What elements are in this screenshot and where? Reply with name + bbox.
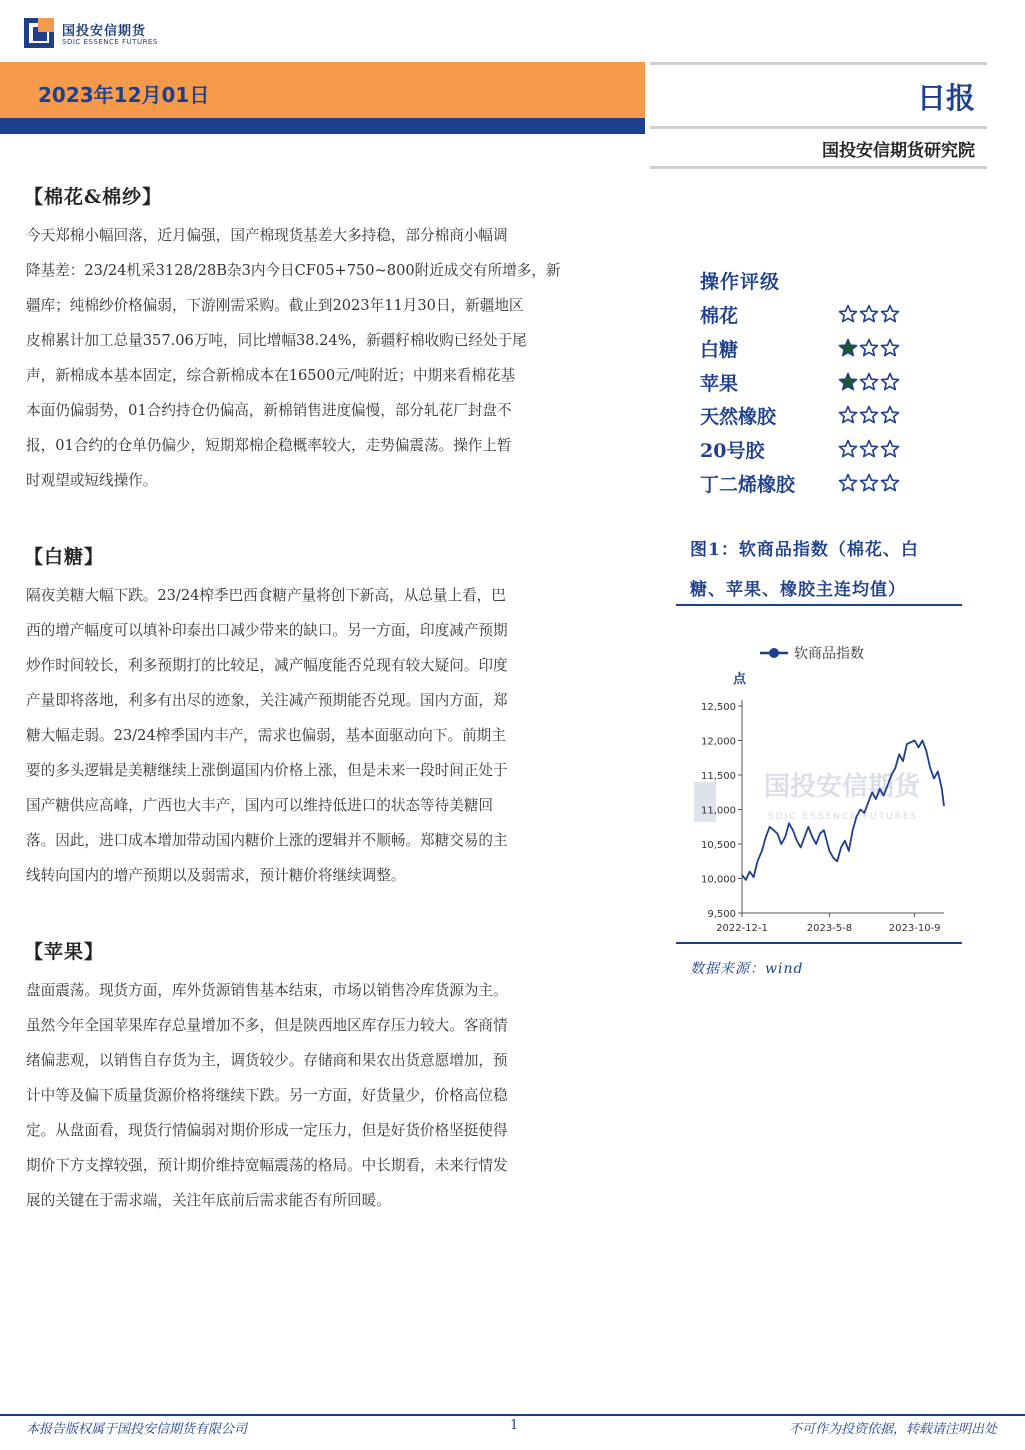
star-outline-icon xyxy=(859,338,879,358)
y-tick-label: 10,000 xyxy=(701,874,736,886)
y-tick-label: 11,000 xyxy=(701,805,736,817)
y-tick-label: 11,500 xyxy=(701,771,736,782)
star-outline-icon xyxy=(859,405,879,425)
section-title-apple: 【苹果】 xyxy=(24,941,105,963)
star-filled-icon xyxy=(838,372,858,392)
text-line: 皮棉累计加工总量357.06万吨，同比增幅38.24%，新疆籽棉收购已经处于尾 xyxy=(26,332,527,349)
institute-name: 国投安信期货研究院 xyxy=(822,141,975,161)
rating-row xyxy=(700,301,920,327)
rating-name: 苹果 xyxy=(700,372,739,395)
rating-name: 20号胶 xyxy=(700,440,765,463)
rating-name: 丁二烯橡胶 xyxy=(700,474,796,496)
star-outline-icon xyxy=(859,304,879,324)
rating-stars xyxy=(838,372,900,392)
text-line: 定。从盘面看，现货行情偏弱对期价形成一定压力，但是好货价格坚挺使得 xyxy=(26,1122,508,1139)
rating-title: 操作评级 xyxy=(700,271,781,293)
section-title-cotton: 【棉花&棉纱】 xyxy=(24,186,163,208)
star-outline-icon xyxy=(859,473,879,493)
rating-row xyxy=(700,436,920,462)
header-rule-top xyxy=(650,62,987,65)
star-outline-icon xyxy=(838,473,858,493)
star-outline-icon xyxy=(880,372,900,392)
text-line: 要的多头逻辑是美糖继续上涨倒逼国内价格上涨，但是未来一段时间正处于 xyxy=(26,762,508,779)
text-line: 时观望或短线操作。 xyxy=(26,472,158,489)
y-axis-unit: 点 xyxy=(733,672,747,687)
header-rule-bottom xyxy=(650,166,987,169)
text-line: 产量即将落地，利多有出尽的迹象，关注减产预期能否兑现。国内方面，郑 xyxy=(26,692,508,709)
text-line: 降基差：23/24机采3128/28B杂3内今日CF05+750~800附近成交有所增多，新 xyxy=(26,262,561,279)
star-outline-icon xyxy=(880,439,900,459)
x-tick-label: 2023-10-9 xyxy=(888,923,941,934)
figure-bottom-rule xyxy=(676,942,962,944)
star-outline-icon xyxy=(880,405,900,425)
watermark-text: 国投安信期货 xyxy=(764,772,921,802)
doc-type-title: 日报 xyxy=(916,81,975,115)
text-line: 西的增产幅度可以填补印泰出口减少带来的缺口。另一方面，印度减产预期 xyxy=(26,622,508,639)
rating-row xyxy=(700,402,920,428)
legend-label: 软商品指数 xyxy=(794,646,864,662)
x-tick-label: 2023-5-8 xyxy=(806,923,853,934)
figure-title-line: 糖、苹果、橡胶主连均值） xyxy=(690,580,906,600)
x-tick-label: 2022-12-1 xyxy=(716,923,768,934)
footer-rule xyxy=(0,1414,1025,1416)
series-line-soft-commodity-index xyxy=(742,741,944,880)
soft-commodity-index-chart xyxy=(676,610,962,940)
y-tick-label: 12,000 xyxy=(701,736,736,748)
text-line: 落。因此，进口成本增加带动国内糖价上涨的逻辑并不顺畅。郑糖交易的主 xyxy=(26,832,508,849)
text-line: 虽然今年全国苹果库存总量增加不多，但是陕西地区库存压力较大。客商情 xyxy=(26,1017,508,1034)
data-source: 数据来源：wind xyxy=(690,961,804,977)
star-outline-icon xyxy=(880,338,900,358)
star-outline-icon xyxy=(838,439,858,459)
rating-row xyxy=(700,470,920,496)
text-line: 糖大幅走弱。23/24榨季国内丰产，需求也偏弱，基本面驱动向下。前期主 xyxy=(26,727,506,744)
section-title-sugar: 【白糖】 xyxy=(24,546,105,568)
text-line: 展的关键在于需求端，关注年底前后需求能否有所回暖。 xyxy=(26,1192,391,1209)
rating-stars xyxy=(838,338,900,358)
text-line: 计中等及偏下质量货源价格将继续下跌。另一方面，好货量少，价格高位稳 xyxy=(26,1087,508,1104)
logo-text: 国投安信期货 xyxy=(62,24,147,39)
rating-stars xyxy=(838,405,900,425)
watermark-subtext: SDIC ESSENCE FUTURES xyxy=(768,812,919,822)
section-body-cotton xyxy=(26,218,604,498)
text-line: 炒作时间较长，利多预期打的比较足，减产幅度能否兑现有较大疑问。印度 xyxy=(26,657,508,674)
rating-row xyxy=(700,335,920,361)
text-line: 声，新棉成本基本固定，综合新棉成本在16500元/吨附近；中期来看棉花基 xyxy=(26,367,516,384)
text-line: 本面仍偏弱势，01合约持仓仍偏高，新棉销售进度偏慢，部分轧花厂封盘不 xyxy=(26,402,512,419)
star-outline-icon xyxy=(859,372,879,392)
star-filled-icon xyxy=(838,338,858,358)
text-line: 隔夜美糖大幅下跌。23/24榨季巴西食糖产量将创下新高，从总量上看，巴 xyxy=(26,587,506,604)
text-line: 报，01合约的仓单仍偏少，短期郑棉企稳概率较大，走势偏震荡。操作上暂 xyxy=(26,437,512,454)
rating-name: 棉花 xyxy=(700,305,739,327)
star-outline-icon xyxy=(880,304,900,324)
y-tick-label: 9,500 xyxy=(707,909,736,920)
rating-row xyxy=(700,369,920,395)
text-line: 疆库；纯棉纱价格偏弱，下游刚需采购。截止到2023年11月30日，新疆地区 xyxy=(26,297,524,314)
footer-copyright: 本报告版权属于国投安信期货有限公司 xyxy=(26,1422,248,1437)
text-line: 盘面震荡。现货方面，库外货源销售基本结束，市场以销售冷库货源为主。 xyxy=(26,982,508,999)
section-body-sugar xyxy=(26,578,604,893)
rating-stars xyxy=(838,304,900,324)
text-line: 期价下方支撑较强，预计期价维持宽幅震荡的格局。中长期看，未来行情发 xyxy=(26,1157,508,1174)
y-tick-label: 10,500 xyxy=(701,840,736,851)
text-line: 今天郑棉小幅回落，近月偏强，国产棉现货基差大多持稳，部分棉商小幅调 xyxy=(26,227,508,244)
company-logo-icon xyxy=(24,18,54,48)
star-outline-icon xyxy=(838,405,858,425)
legend-marker xyxy=(769,648,779,658)
figure-title-line: 图1：软商品指数（棉花、白 xyxy=(690,540,919,560)
text-line: 国产糖供应高峰，广西也大丰产，国内可以维持低进口的状态等待美糖回 xyxy=(26,797,494,814)
report-date: 2023年12月01日 xyxy=(38,83,210,107)
footer-disclaimer: 不可作为投资依据，转载请注明出处 xyxy=(788,1422,997,1437)
figure-title xyxy=(690,530,960,610)
star-outline-icon xyxy=(880,473,900,493)
section-body-apple xyxy=(26,973,604,1218)
header-rule-mid xyxy=(650,126,987,129)
header-blue-band xyxy=(0,118,645,134)
text-line: 绪偏悲观，以销售自存货为主，调货较少。存储商和果农出货意愿增加，预 xyxy=(26,1052,508,1069)
text-line: 线转向国内的增产预期以及弱需求，预计糖价将继续调整。 xyxy=(26,867,406,884)
rating-name: 天然橡胶 xyxy=(700,406,777,429)
star-outline-icon xyxy=(859,439,879,459)
y-tick-label: 12,500 xyxy=(701,702,736,713)
rating-stars xyxy=(838,473,900,493)
logo-subtext: SDIC ESSENCE FUTURES xyxy=(62,38,158,46)
rating-name: 白糖 xyxy=(700,338,739,361)
figure-top-rule xyxy=(676,604,962,606)
star-outline-icon xyxy=(838,304,858,324)
page-number: 1 xyxy=(510,1418,519,1433)
rating-stars xyxy=(838,439,900,459)
